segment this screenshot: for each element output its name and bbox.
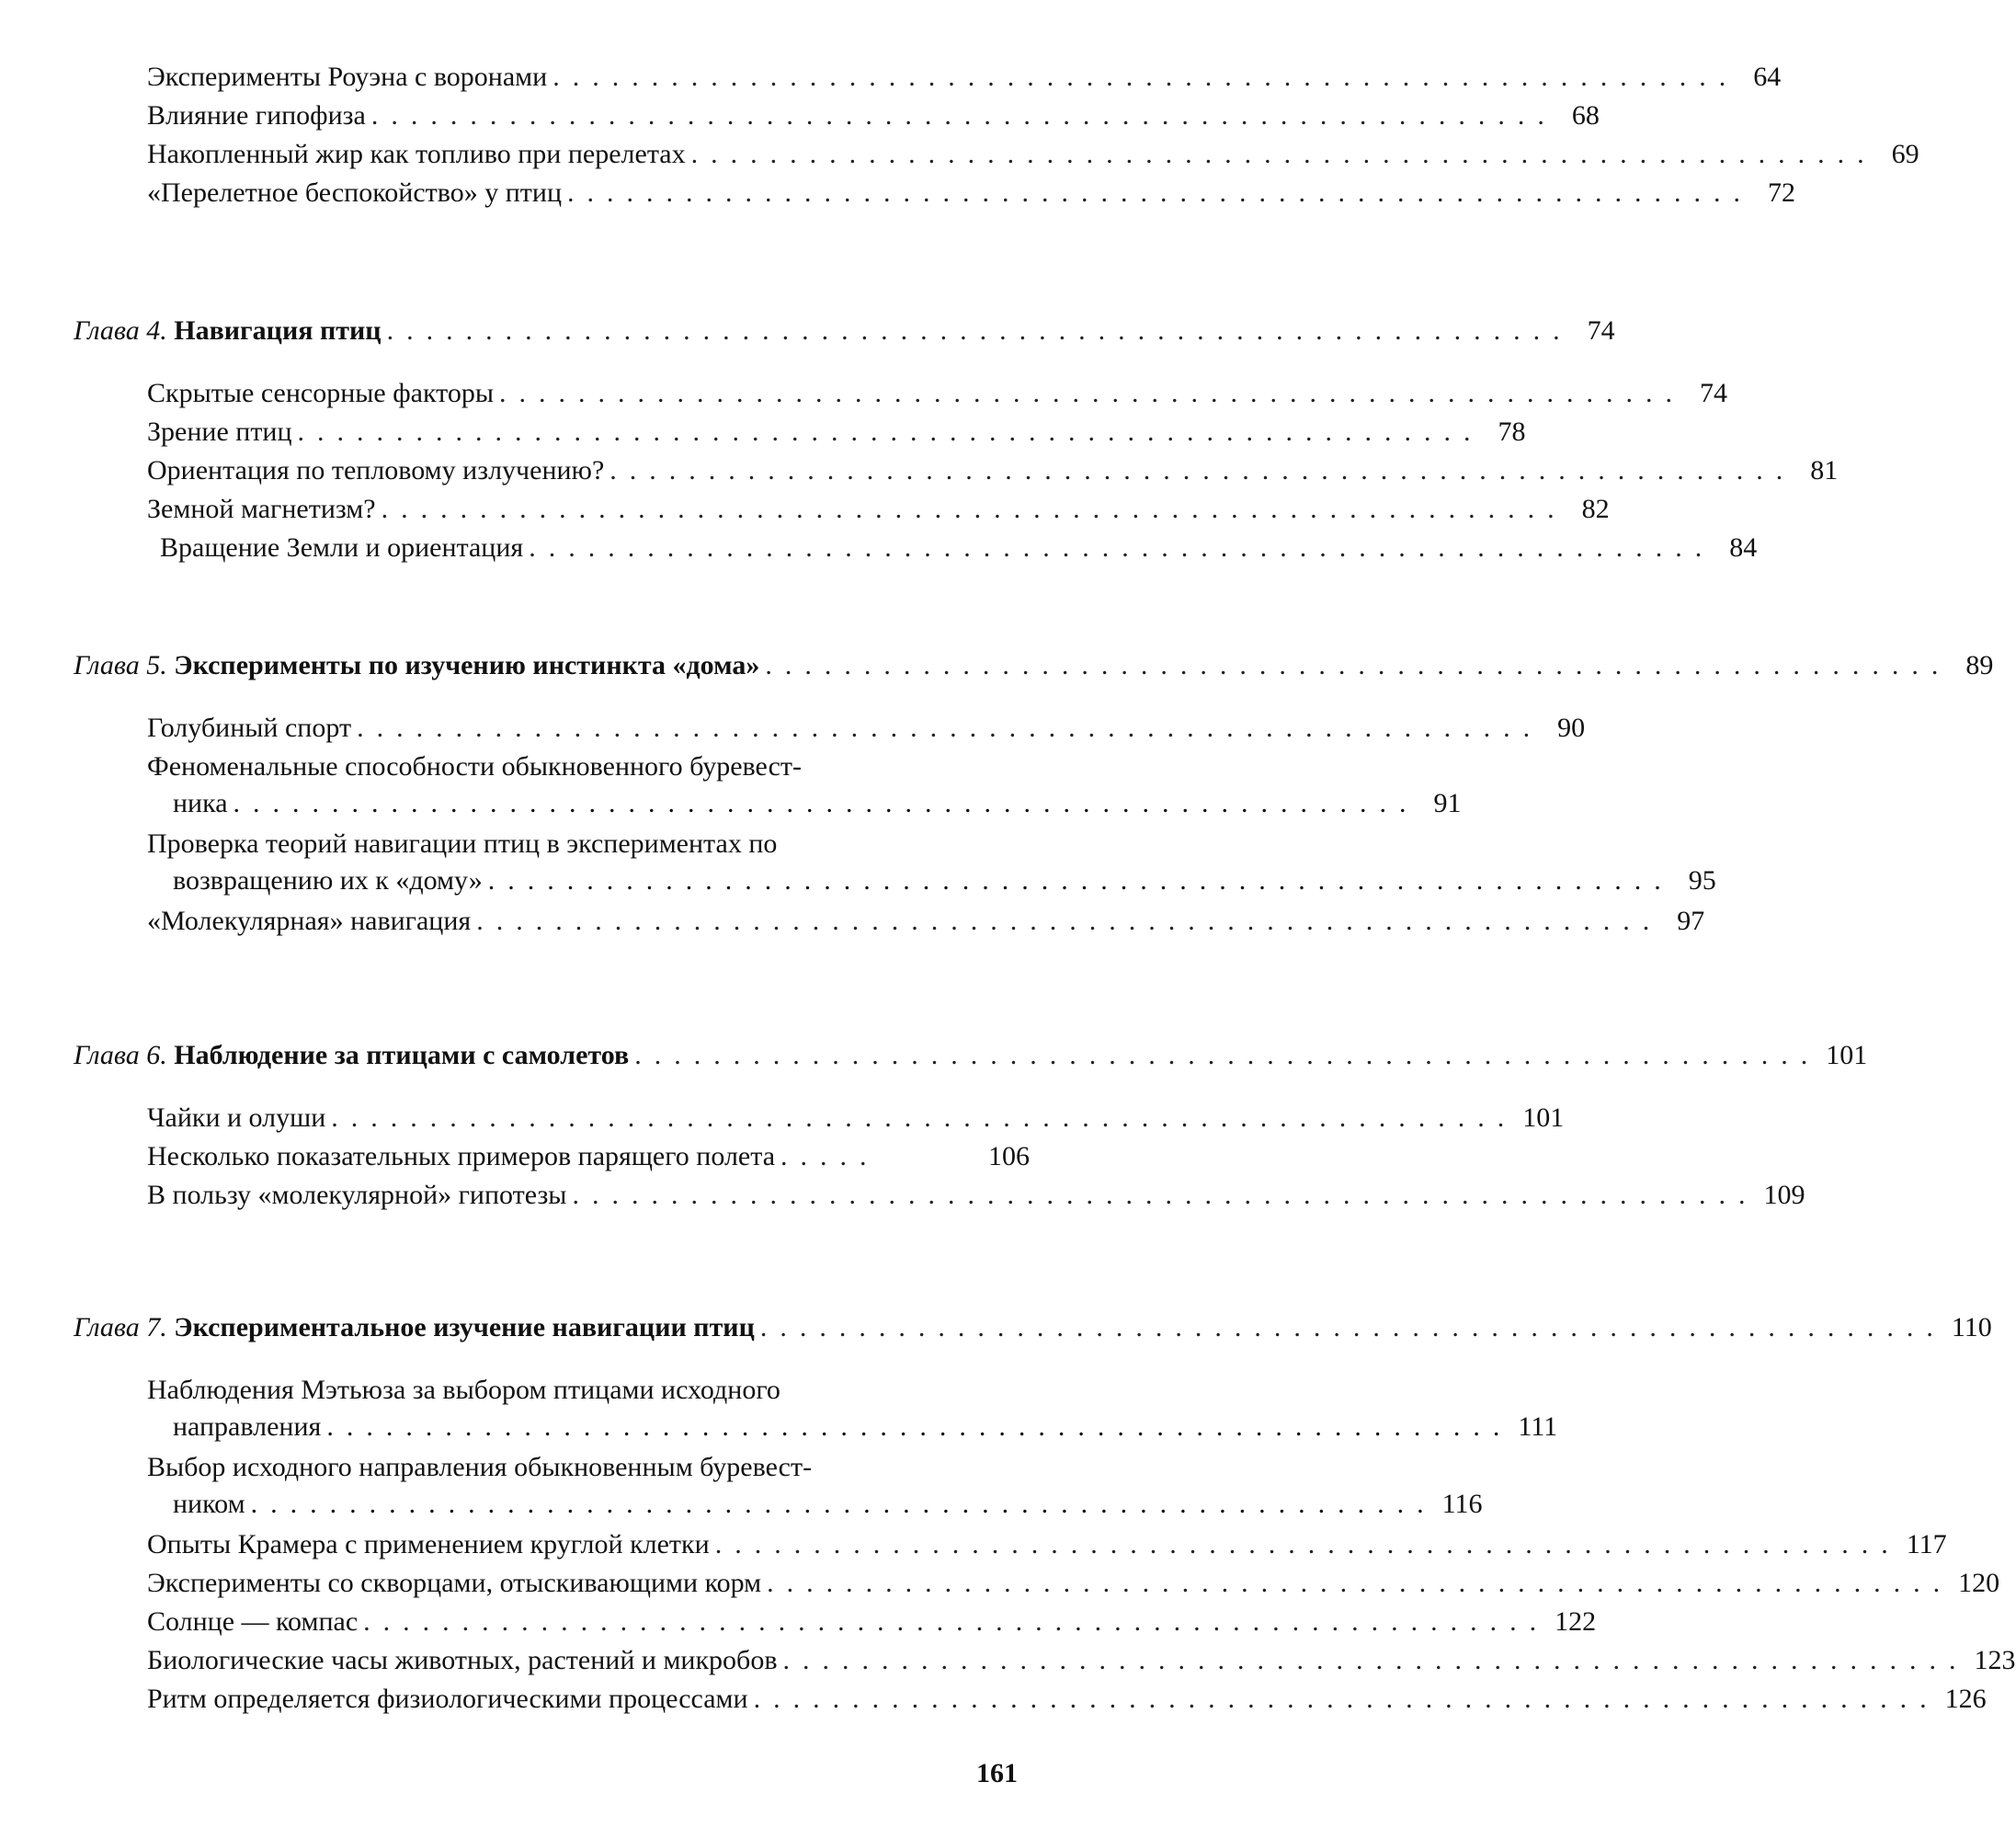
- toc-entry-page: 117: [1906, 1529, 1947, 1559]
- chapter-label: Глава 5.: [74, 650, 167, 680]
- leader-dots: ............................................................: [609, 455, 1796, 485]
- toc-entry-title: Ориентация по тепловому излучению?: [147, 455, 605, 485]
- leader-dots: ............................................................: [567, 177, 1753, 208]
- toc-entry-title-line2: ника: [173, 788, 228, 818]
- leader-dots: ............................................................: [759, 1312, 1946, 1342]
- toc-entry-title-line1: Наблюдения Мэтьюза за выбором птицами исходного: [147, 1375, 780, 1405]
- toc-entry-title-line2: возвращению их к «дому»: [173, 865, 483, 896]
- toc-entry-title: Накопленный жир как топливо при перелетах: [147, 139, 686, 169]
- leader-dots: ............................................................: [782, 1645, 1969, 1675]
- toc-entry-title: Земной магнетизм?: [147, 494, 376, 524]
- toc-entry-page: 109: [1763, 1180, 1805, 1210]
- chapter-page: 101: [1826, 1040, 1868, 1070]
- toc-entry-title: Голубиный спорт: [147, 713, 352, 743]
- toc-entry-title: «Перелетное беспокойство» у птиц: [147, 177, 562, 208]
- chapter-heading: [74, 647, 1994, 684]
- leader-dots: ............................................................: [499, 378, 1686, 408]
- leader-dots: .....: [780, 1141, 880, 1171]
- toc-entry: [147, 452, 1839, 489]
- leader-dots: ............................................................: [767, 1568, 1953, 1598]
- toc-entry: [160, 530, 1758, 566]
- toc-entry-page: 82: [1581, 494, 1610, 524]
- leader-dots: ............................................................: [297, 417, 1484, 447]
- toc-entry-title: Опыты Крамера с применением круглой клетки: [147, 1529, 710, 1559]
- toc-entry-title: Солнце — компас: [147, 1606, 359, 1637]
- toc-entry: [147, 375, 1728, 412]
- toc-entry: [147, 136, 1919, 173]
- leader-dots: ............................................................: [572, 1180, 1759, 1210]
- leader-dots: ............................................................: [370, 100, 1557, 131]
- toc-entry-page: 122: [1555, 1606, 1597, 1637]
- toc-entry-title: Зрение птиц: [147, 417, 292, 447]
- leader-dots: ............................................................: [363, 1606, 1550, 1637]
- toc-entry-title: В пользу «молекулярной» гипотезы: [147, 1180, 567, 1210]
- toc-entry-page: 116: [1441, 1489, 1483, 1519]
- leader-dots: ............................................................: [386, 315, 1573, 346]
- toc-entry: [147, 903, 1705, 940]
- chapter-heading: [74, 1037, 1868, 1074]
- leader-dots: ............................................................: [357, 713, 1543, 743]
- leader-dots: ............................................................: [690, 139, 1877, 169]
- toc-entry-title: Биологические часы животных, растений и микробов: [147, 1645, 778, 1675]
- chapter-page: 89: [1965, 650, 1994, 680]
- toc-entry-page: 81: [1810, 455, 1839, 485]
- toc-entry-title: Несколько показательных примеров парящего полета: [147, 1141, 776, 1171]
- toc-entry-title: Чайки и олуши: [147, 1102, 326, 1133]
- chapter-heading: [74, 313, 1615, 349]
- toc-entry: [147, 414, 1526, 451]
- leader-dots: ............................................................: [552, 62, 1739, 92]
- toc-entry-title-line1: Проверка теорий навигации птиц в экспериментах по: [147, 828, 778, 859]
- toc-entry-title: Вращение Земли и ориентация: [160, 532, 524, 563]
- toc-entry-page: 111: [1518, 1411, 1558, 1442]
- toc-entry: [147, 1526, 1947, 1563]
- leader-dots: ............................................................: [233, 788, 1419, 818]
- page-number: 161: [976, 1758, 1018, 1788]
- chapter-label: Глава 7.: [74, 1312, 167, 1342]
- toc-entry: [147, 1138, 1030, 1175]
- toc-entry: [147, 1449, 1483, 1523]
- leader-dots: ............................................................: [250, 1489, 1437, 1519]
- toc-entry-page: 91: [1433, 788, 1462, 818]
- toc-entry: [147, 1177, 1805, 1214]
- leader-dots: ............................................................: [326, 1411, 1513, 1442]
- toc-entry-title: Эксперименты Роуэна с воронами: [147, 62, 548, 92]
- toc-entry-title: Эксперименты со скворцами, отыскивающими корм: [147, 1568, 762, 1598]
- toc-entry: [147, 1681, 1987, 1718]
- toc-entry-page: 84: [1729, 532, 1758, 563]
- toc-entry: [147, 1100, 1565, 1137]
- toc-entry-title-line2: направления: [173, 1411, 322, 1442]
- leader-dots: ............................................................: [634, 1040, 1821, 1070]
- toc-entry-page: 90: [1557, 713, 1586, 743]
- chapter-title: Эксперименты по изучению инстинкта «дома»: [174, 650, 760, 680]
- toc-entry-page: 101: [1522, 1102, 1565, 1133]
- toc-entry: [147, 491, 1610, 528]
- chapter-page: 110: [1951, 1312, 1992, 1342]
- toc-entry-title: Влияние гипофиза: [147, 100, 366, 131]
- leader-dots: ............................................................: [765, 650, 1952, 680]
- chapter-title: Навигация птиц: [174, 315, 382, 346]
- toc-entry: [147, 1642, 2016, 1679]
- leader-dots: ............................................................: [529, 532, 1715, 563]
- toc-entry: [147, 748, 1462, 822]
- toc-entry: [147, 59, 1782, 96]
- toc-entry: [147, 710, 1586, 747]
- toc-entry-title: «Молекулярная» навигация: [147, 906, 472, 936]
- toc-entry-page: 126: [1944, 1684, 1987, 1714]
- toc-entry-page: 68: [1571, 100, 1600, 131]
- toc-entry-page: 72: [1768, 177, 1795, 208]
- toc-entry-title: Ритм определяется физиологическими процессами: [147, 1684, 748, 1714]
- leader-dots: ............................................................: [476, 906, 1663, 936]
- toc-entry-page: 120: [1958, 1568, 2000, 1598]
- toc-entry: [147, 97, 1600, 134]
- chapter-title: Экспериментальное изучение навигации птиц: [174, 1312, 755, 1342]
- leader-dots: ............................................................: [753, 1684, 1940, 1714]
- chapter-page: 74: [1587, 315, 1615, 346]
- toc-entry: [147, 175, 1795, 211]
- toc-entry-title: Скрытые сенсорные факторы: [147, 378, 495, 408]
- toc-entry-page: 69: [1891, 139, 1919, 169]
- toc-entry-title-line2: ником: [173, 1489, 245, 1519]
- toc-entry-page: 74: [1700, 378, 1728, 408]
- toc-entry-page: 95: [1688, 865, 1716, 896]
- leader-dots: ............................................................: [487, 865, 1674, 896]
- chapter-title: Наблюдение за птицами с самолетов: [174, 1040, 630, 1070]
- toc-entry: [147, 826, 1716, 899]
- leader-dots: ............................................................: [714, 1529, 1901, 1559]
- chapter-label: Глава 4.: [74, 315, 167, 346]
- toc-entry: [147, 1565, 2000, 1602]
- toc-entry-page: 123: [1974, 1645, 2016, 1675]
- toc-entry-page: 78: [1498, 417, 1526, 447]
- chapter-heading: [74, 1309, 1992, 1346]
- toc-entry-title-line1: Выбор исходного направления обыкновенным буревест-: [147, 1452, 813, 1482]
- leader-dots: ............................................................: [331, 1102, 1518, 1133]
- toc-entry-title-line1: Феноменальные способности обыкновенного буревест-: [147, 751, 803, 782]
- toc-entry-page: 97: [1677, 906, 1705, 936]
- toc-entry: [147, 1372, 1558, 1445]
- leader-dots: ............................................................: [381, 494, 1567, 524]
- chapter-label: Глава 6.: [74, 1040, 167, 1070]
- toc-entry-page: 106: [988, 1141, 1030, 1171]
- toc-entry-page: 64: [1753, 62, 1782, 92]
- toc-entry: [147, 1604, 1597, 1640]
